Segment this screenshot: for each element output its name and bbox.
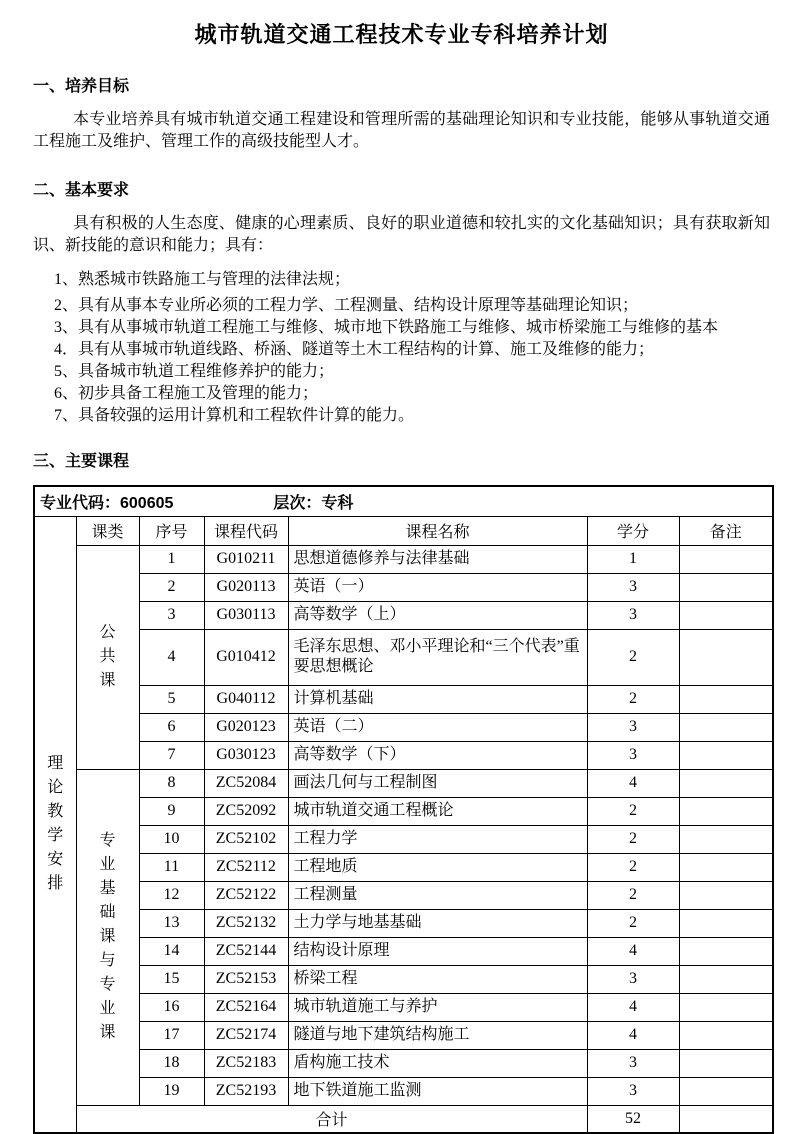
credit-cell: 3 bbox=[587, 965, 679, 993]
table-meta-row bbox=[34, 486, 773, 516]
name-cell: 画法几何与工程制图 bbox=[288, 769, 587, 797]
credit-cell: 3 bbox=[587, 573, 679, 601]
table-row bbox=[34, 881, 773, 909]
name-cell: 隧道与地下建筑结构施工 bbox=[288, 1021, 587, 1049]
code-cell: G020123 bbox=[204, 713, 288, 741]
seq-cell: 15 bbox=[139, 965, 204, 993]
code-cell: G010412 bbox=[204, 629, 288, 685]
table-total-row bbox=[34, 1105, 773, 1133]
remark-cell bbox=[679, 1021, 773, 1049]
credit-cell: 2 bbox=[587, 825, 679, 853]
requirement-item: 2、具有从事本专业所必须的工程力学、工程测量、结构设计原理等基础理论知识； bbox=[54, 297, 639, 314]
credit-cell: 2 bbox=[587, 629, 679, 685]
group-cell-public bbox=[76, 545, 139, 769]
seq-cell: 6 bbox=[139, 713, 204, 741]
col-header-name: 课程名称 bbox=[288, 516, 587, 545]
table-row bbox=[34, 1077, 773, 1105]
major-code-label: 专业代码：600605 bbox=[40, 494, 174, 512]
credit-cell: 3 bbox=[587, 1077, 679, 1105]
col-header-seq: 序号 bbox=[139, 516, 204, 545]
col-header-class: 课类 bbox=[76, 516, 139, 545]
code-cell: G010211 bbox=[204, 545, 288, 573]
table-row bbox=[34, 853, 773, 881]
credit-cell: 2 bbox=[587, 685, 679, 713]
name-cell: 毛泽东思想、邓小平理论和“三个代表”重要思想概论 bbox=[288, 629, 587, 685]
seq-cell: 9 bbox=[139, 797, 204, 825]
table-row bbox=[34, 741, 773, 769]
name-cell: 盾构施工技术 bbox=[288, 1049, 587, 1077]
credit-cell: 3 bbox=[587, 713, 679, 741]
code-cell: G020113 bbox=[204, 573, 288, 601]
remark-cell bbox=[679, 853, 773, 881]
seq-cell: 1 bbox=[139, 545, 204, 573]
credit-cell: 4 bbox=[587, 769, 679, 797]
remark-cell bbox=[679, 769, 773, 797]
seq-cell: 11 bbox=[139, 853, 204, 881]
left-axis-cell bbox=[34, 516, 76, 1133]
seq-cell: 8 bbox=[139, 769, 204, 797]
table-meta-cell bbox=[34, 486, 773, 516]
name-cell: 高等数学（上） bbox=[288, 601, 587, 629]
table-row bbox=[34, 937, 773, 965]
credit-cell: 4 bbox=[587, 937, 679, 965]
name-cell: 思想道德修养与法律基础 bbox=[288, 545, 587, 573]
name-cell: 工程测量 bbox=[288, 881, 587, 909]
seq-cell: 19 bbox=[139, 1077, 204, 1105]
seq-cell: 14 bbox=[139, 937, 204, 965]
seq-cell: 16 bbox=[139, 993, 204, 1021]
credit-cell: 2 bbox=[587, 909, 679, 937]
table-row bbox=[34, 909, 773, 937]
name-cell: 地下铁道施工监测 bbox=[288, 1077, 587, 1105]
code-cell: G040112 bbox=[204, 685, 288, 713]
requirement-item: 3、具有从事城市轨道工程施工与维修、城市地下铁路施工与维修、城市桥梁施工与维修的基本 bbox=[54, 319, 719, 336]
requirement-item: 6、初步具备工程施工及管理的能力； bbox=[54, 385, 319, 402]
code-cell: ZC52132 bbox=[204, 909, 288, 937]
name-cell: 高等数学（下） bbox=[288, 741, 587, 769]
group-cell-professional bbox=[76, 769, 139, 1105]
requirement-item: 7、具备较强的运用计算机和工程软件计算的能力。 bbox=[54, 407, 415, 424]
code-cell: ZC52122 bbox=[204, 881, 288, 909]
credit-cell: 3 bbox=[587, 1049, 679, 1077]
goals-paragraph: 本专业培养具有城市轨道交通工程建设和管理所需的基础理论知识和专业技能，能够从事轨道交通工程施工及维护、管理工作的高级技能型人才。 bbox=[33, 111, 770, 150]
code-cell: ZC52153 bbox=[204, 965, 288, 993]
seq-cell: 10 bbox=[139, 825, 204, 853]
remark-cell bbox=[679, 629, 773, 685]
remark-cell bbox=[679, 601, 773, 629]
credit-cell: 2 bbox=[587, 881, 679, 909]
section-heading-goals: 一、培养目标 bbox=[33, 78, 130, 95]
remark-cell bbox=[679, 713, 773, 741]
total-label-cell: 合计 bbox=[76, 1105, 587, 1133]
requirements-intro: 具有积极的人生态度、健康的心理素质、良好的职业道德和较扎实的文化基础知识；具有获取新知识、新技能的意识和能力；具有： bbox=[33, 215, 770, 254]
remark-cell bbox=[679, 1049, 773, 1077]
remark-cell bbox=[679, 881, 773, 909]
table-row bbox=[34, 825, 773, 853]
requirements-list bbox=[54, 271, 770, 424]
remark-cell bbox=[679, 1105, 773, 1133]
remark-cell bbox=[679, 825, 773, 853]
requirement-item: 4．具有从事城市轨道线路、桥涵、隧道等土木工程结构的计算、施工及维修的能力； bbox=[54, 341, 655, 358]
total-credits-cell: 52 bbox=[587, 1105, 679, 1133]
table-row bbox=[34, 713, 773, 741]
requirement-item: 5、具备城市轨道工程维修养护的能力； bbox=[54, 363, 335, 380]
table-row bbox=[34, 545, 773, 573]
remark-cell bbox=[679, 797, 773, 825]
seq-cell: 13 bbox=[139, 909, 204, 937]
code-cell: G030123 bbox=[204, 741, 288, 769]
credit-cell: 2 bbox=[587, 853, 679, 881]
col-header-code: 课程代码 bbox=[204, 516, 288, 545]
section-heading-requirements: 二、基本要求 bbox=[33, 182, 130, 199]
name-cell: 工程地质 bbox=[288, 853, 587, 881]
code-cell: ZC52174 bbox=[204, 1021, 288, 1049]
remark-cell bbox=[679, 937, 773, 965]
name-cell: 桥梁工程 bbox=[288, 965, 587, 993]
name-cell: 英语（一） bbox=[288, 573, 587, 601]
remark-cell bbox=[679, 545, 773, 573]
page-title: 城市轨道交通工程技术专业专科培养计划 bbox=[194, 22, 609, 47]
seq-cell: 2 bbox=[139, 573, 204, 601]
table-row bbox=[34, 601, 773, 629]
name-cell: 土力学与地基基础 bbox=[288, 909, 587, 937]
table-row bbox=[34, 685, 773, 713]
credit-cell: 3 bbox=[587, 741, 679, 769]
seq-cell: 3 bbox=[139, 601, 204, 629]
remark-cell bbox=[679, 993, 773, 1021]
group-label: 专业基础课与专业课 bbox=[99, 832, 116, 1041]
name-cell: 城市轨道施工与养护 bbox=[288, 993, 587, 1021]
requirement-item: 1、熟悉城市铁路施工与管理的法律法规； bbox=[54, 271, 351, 288]
code-cell: ZC52112 bbox=[204, 853, 288, 881]
seq-cell: 7 bbox=[139, 741, 204, 769]
seq-cell: 17 bbox=[139, 1021, 204, 1049]
seq-cell: 5 bbox=[139, 685, 204, 713]
credit-cell: 4 bbox=[587, 993, 679, 1021]
left-axis-label: 理论教学安排 bbox=[47, 755, 64, 893]
name-cell: 结构设计原理 bbox=[288, 937, 587, 965]
credit-cell: 4 bbox=[587, 1021, 679, 1049]
remark-cell bbox=[679, 573, 773, 601]
course-table bbox=[33, 485, 774, 1134]
code-cell: ZC52144 bbox=[204, 937, 288, 965]
code-cell: ZC52092 bbox=[204, 797, 288, 825]
code-cell: ZC52183 bbox=[204, 1049, 288, 1077]
credit-cell: 3 bbox=[587, 601, 679, 629]
code-cell: ZC52084 bbox=[204, 769, 288, 797]
credit-cell: 2 bbox=[587, 797, 679, 825]
name-cell: 计算机基础 bbox=[288, 685, 587, 713]
seq-cell: 12 bbox=[139, 881, 204, 909]
name-cell: 工程力学 bbox=[288, 825, 587, 853]
table-row bbox=[34, 1049, 773, 1077]
table-row bbox=[34, 1021, 773, 1049]
remark-cell bbox=[679, 965, 773, 993]
table-row bbox=[34, 797, 773, 825]
remark-cell bbox=[679, 1077, 773, 1105]
group-label: 公共课 bbox=[99, 624, 116, 689]
code-cell: ZC52102 bbox=[204, 825, 288, 853]
remark-cell bbox=[679, 741, 773, 769]
code-cell: ZC52193 bbox=[204, 1077, 288, 1105]
seq-cell: 4 bbox=[139, 629, 204, 685]
seq-cell: 18 bbox=[139, 1049, 204, 1077]
name-cell: 城市轨道交通工程概论 bbox=[288, 797, 587, 825]
col-header-remark: 备注 bbox=[679, 516, 773, 545]
code-cell: ZC52164 bbox=[204, 993, 288, 1021]
table-header-row bbox=[34, 516, 773, 545]
remark-cell bbox=[679, 685, 773, 713]
table-row bbox=[34, 769, 773, 797]
table-row bbox=[34, 993, 773, 1021]
section-heading-courses: 三、主要课程 bbox=[33, 453, 130, 470]
code-cell: G030113 bbox=[204, 601, 288, 629]
table-row bbox=[34, 629, 773, 685]
credit-cell: 1 bbox=[587, 545, 679, 573]
col-header-credit: 学分 bbox=[587, 516, 679, 545]
table-row bbox=[34, 573, 773, 601]
remark-cell bbox=[679, 909, 773, 937]
table-row bbox=[34, 965, 773, 993]
name-cell: 英语（二） bbox=[288, 713, 587, 741]
level-label: 层次：专科 bbox=[273, 494, 354, 512]
